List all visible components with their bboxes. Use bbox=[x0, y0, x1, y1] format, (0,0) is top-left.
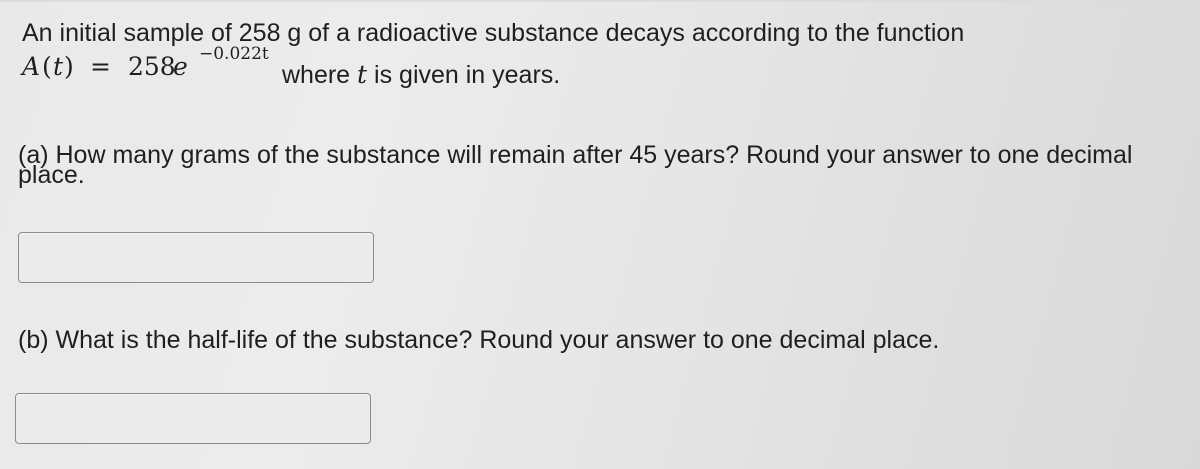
equation-open-paren: ( bbox=[42, 52, 52, 81]
part-b-question: (b) What is the half-life of the substance? Round your answer to one decimal place. bbox=[18, 326, 940, 354]
problem-intro-line1: An initial sample of 258 g of a radioactive substance decays according to the function bbox=[22, 19, 965, 47]
top-rule bbox=[0, 0, 1200, 2]
equation-variable: t bbox=[53, 52, 64, 81]
problem-intro-line2-suffix: is given in years. bbox=[367, 61, 561, 89]
part-b-answer-input[interactable] bbox=[15, 393, 371, 444]
part-a-question-line1: (a) How many grams of the substance will remain after 45 years? Round your answer to one decimal bbox=[18, 141, 1133, 169]
equation-base: e bbox=[173, 52, 188, 81]
problem-intro-line2 bbox=[282, 60, 560, 90]
equation-function-name: A bbox=[22, 52, 41, 81]
equation-close-paren: ) bbox=[64, 52, 74, 81]
part-a-question-line2: place. bbox=[18, 161, 85, 189]
equation-equals: = bbox=[90, 52, 111, 81]
problem-intro-line2-prefix: where bbox=[282, 61, 358, 89]
equation-exponent: −0.022t bbox=[199, 44, 269, 64]
equation-coefficient: 258 bbox=[128, 52, 176, 81]
problem-intro-line2-variable: t bbox=[357, 60, 368, 89]
part-a-answer-input[interactable] bbox=[18, 232, 374, 283]
